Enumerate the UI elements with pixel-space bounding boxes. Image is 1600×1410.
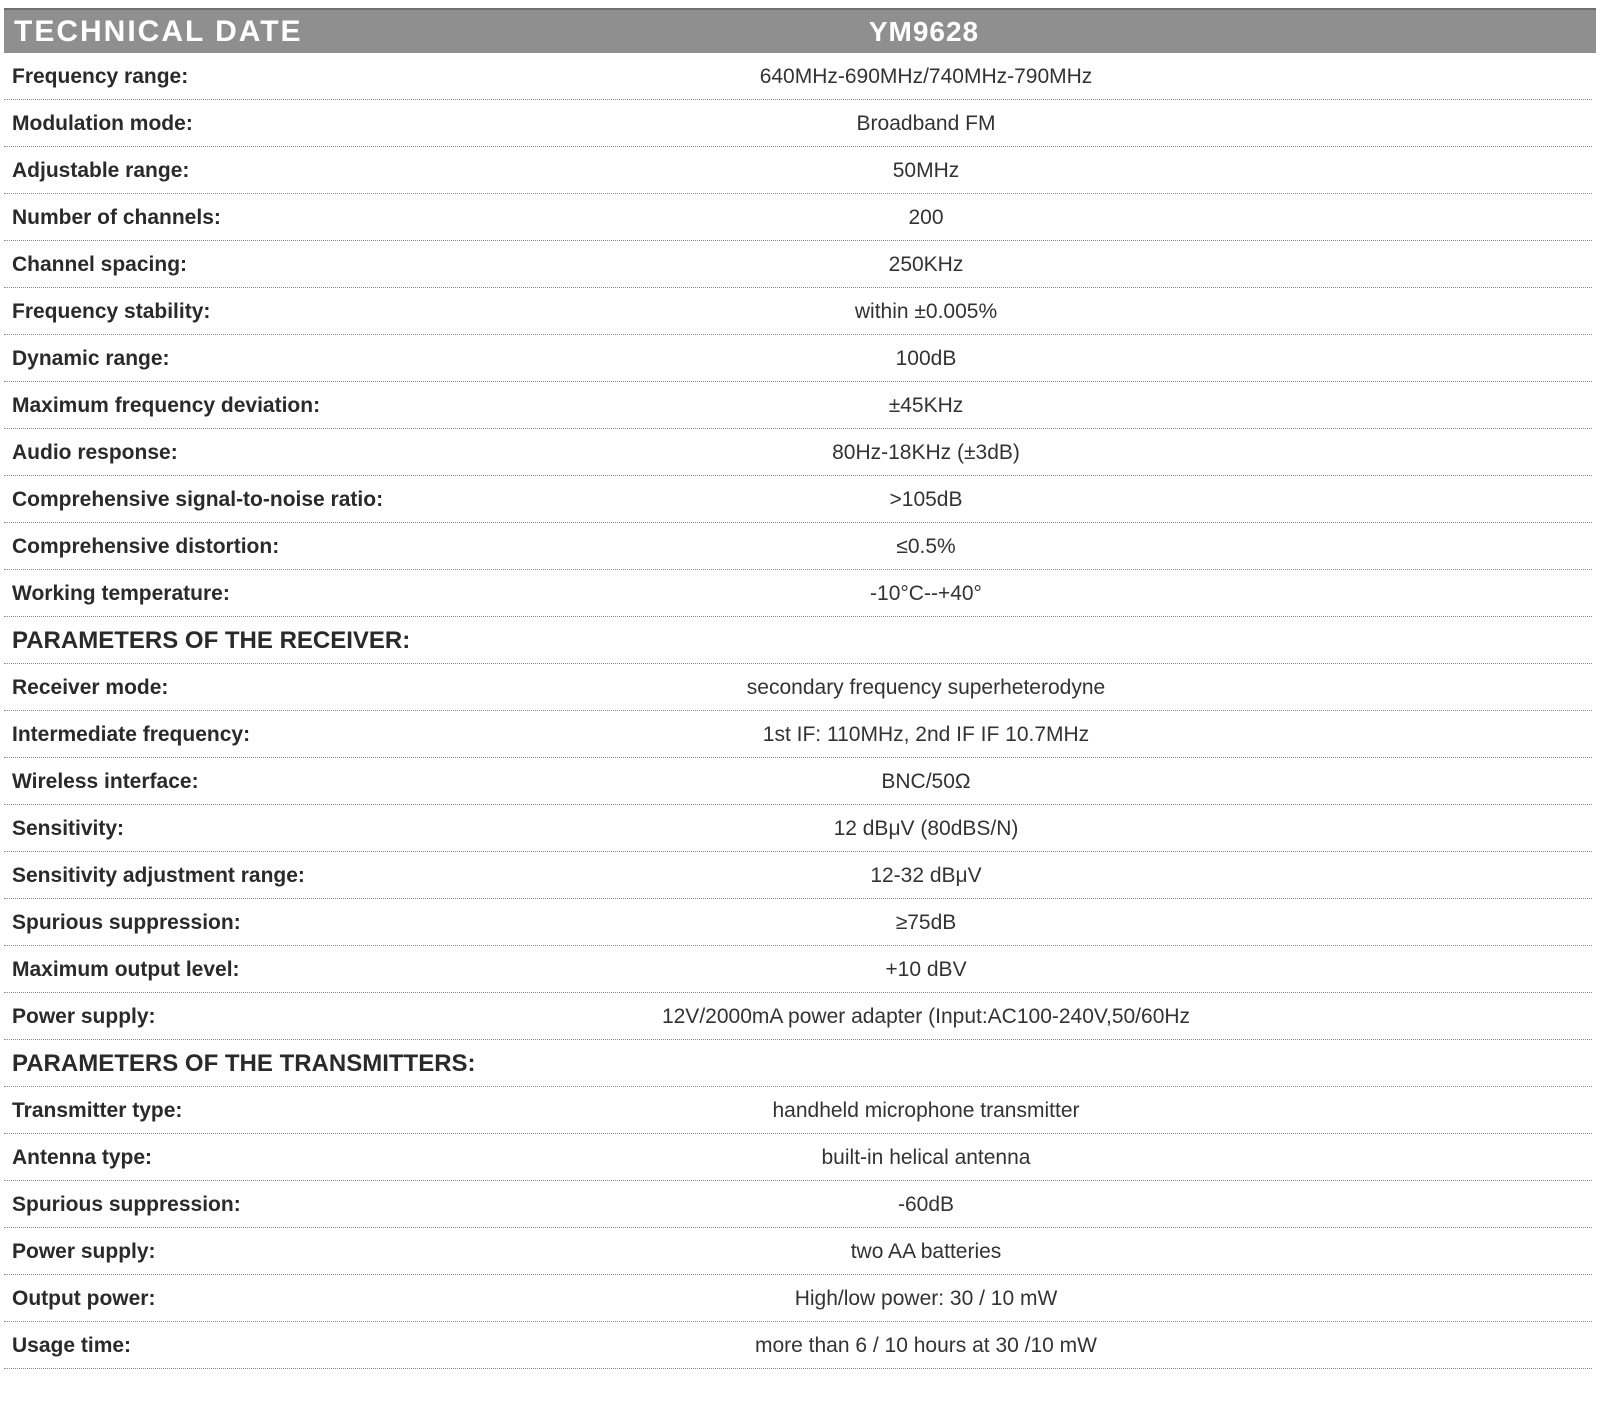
spec-value: ≥75dB — [895, 911, 957, 934]
spec-label: Comprehensive distortion: — [12, 535, 280, 558]
spec-row-number-of-channels — [4, 194, 1592, 241]
spec-value: >105dB — [889, 488, 963, 511]
spec-sheet — [4, 8, 1596, 1369]
section-receiver — [4, 617, 1592, 664]
spec-value: -60dB — [897, 1193, 955, 1216]
spec-row-max-frequency-deviation — [4, 382, 1592, 429]
spec-value: +10 dBV — [885, 958, 967, 981]
spec-value: -10°C--+40° — [870, 582, 982, 605]
spec-label: Maximum output level: — [12, 958, 240, 981]
spec-label: Adjustable range: — [12, 159, 190, 182]
spec-label: Channel spacing: — [12, 253, 188, 276]
spec-label: Maximum frequency deviation: — [12, 394, 321, 417]
spec-row-adjustable-range — [4, 147, 1592, 194]
spec-value: Broadband FM — [856, 112, 996, 135]
spec-row-working-temperature — [4, 570, 1592, 617]
spec-value: 640MHz-690MHz/740MHz-790MHz — [759, 65, 1093, 88]
spec-label: Wireless interface: — [12, 770, 199, 793]
spec-label: Sensitivity adjustment range: — [12, 864, 305, 887]
spec-label: Power supply: — [12, 1005, 156, 1028]
spec-row-intermediate-frequency — [4, 711, 1592, 758]
spec-value: 12-32 dBμV — [870, 864, 982, 887]
spec-value: built-in helical antenna — [821, 1146, 1031, 1169]
spec-row-output-power — [4, 1275, 1592, 1322]
spec-label: Intermediate frequency: — [12, 723, 251, 746]
spec-label: Receiver mode: — [12, 676, 169, 699]
spec-label: Comprehensive signal-to-noise ratio: — [12, 488, 384, 511]
spec-label: Audio response: — [12, 441, 178, 464]
spec-label: Spurious suppression: — [12, 911, 241, 934]
section-transmitters — [4, 1040, 1592, 1087]
model-number: YM9628 — [868, 16, 980, 47]
spec-label: Power supply: — [12, 1240, 156, 1263]
spec-value: ±45KHz — [888, 394, 964, 417]
spec-row-wireless-interface — [4, 758, 1592, 805]
spec-row-receiver-mode — [4, 664, 1592, 711]
spec-value: 200 — [908, 206, 944, 229]
spec-row-transmitter-spurious — [4, 1181, 1592, 1228]
spec-value: two AA batteries — [850, 1240, 1002, 1263]
section-title: PARAMETERS OF THE TRANSMITTERS: — [12, 1050, 476, 1077]
spec-value: 1st IF: 110MHz, 2nd IF IF 10.7MHz — [762, 723, 1090, 746]
spec-row-max-output-level — [4, 946, 1592, 993]
spec-value: 80Hz-18KHz (±3dB) — [832, 441, 1020, 464]
spec-label: Antenna type: — [12, 1146, 153, 1169]
spec-label: Modulation mode: — [12, 112, 193, 135]
spec-row-frequency-range — [4, 53, 1592, 100]
spec-value: 250KHz — [888, 253, 964, 276]
spec-label: Spurious suppression: — [12, 1193, 241, 1216]
spec-value: within ±0.005% — [854, 300, 998, 323]
spec-label: Frequency stability: — [12, 300, 211, 323]
spec-value: secondary frequency superheterodyne — [746, 676, 1106, 699]
spec-label: Output power: — [12, 1287, 156, 1310]
spec-label: Working temperature: — [12, 582, 230, 605]
spec-row-frequency-stability — [4, 288, 1592, 335]
spec-row-modulation-mode — [4, 100, 1592, 147]
spec-row-sensitivity — [4, 805, 1592, 852]
spec-value: 100dB — [895, 347, 957, 370]
section-title: PARAMETERS OF THE RECEIVER: — [12, 627, 411, 654]
spec-label: Dynamic range: — [12, 347, 170, 370]
spec-value: BNC/50Ω — [881, 770, 971, 793]
spec-label: Frequency range: — [12, 65, 189, 88]
spec-label: Transmitter type: — [12, 1099, 183, 1122]
spec-row-antenna-type — [4, 1134, 1592, 1181]
header-title: TECHNICAL DATE — [14, 15, 303, 48]
spec-label: Number of channels: — [12, 206, 221, 229]
spec-label: Sensitivity: — [12, 817, 125, 840]
spec-value: 12V/2000mA power adapter (Input:AC100-240V,50/60Hz — [661, 1005, 1191, 1028]
spec-row-sensitivity-adjustment — [4, 852, 1592, 899]
spec-row-receiver-spurious — [4, 899, 1592, 946]
spec-row-receiver-power-supply — [4, 993, 1592, 1040]
spec-value: more than 6 / 10 hours at 30 /10 mW — [754, 1334, 1097, 1357]
spec-value: 12 dBμV (80dBS/N) — [833, 817, 1019, 840]
spec-row-distortion — [4, 523, 1592, 570]
spec-value: High/low power: 30 / 10 mW — [794, 1287, 1058, 1310]
spec-row-dynamic-range — [4, 335, 1592, 382]
spec-row-transmitter-type — [4, 1087, 1592, 1134]
spec-row-audio-response — [4, 429, 1592, 476]
header-bar — [4, 8, 1596, 53]
spec-value: ≤0.5% — [896, 535, 956, 558]
spec-rows — [4, 53, 1596, 1369]
spec-value: 50MHz — [892, 159, 960, 182]
spec-row-snr — [4, 476, 1592, 523]
spec-value: handheld microphone transmitter — [772, 1099, 1080, 1122]
spec-row-transmitter-power-supply — [4, 1228, 1592, 1275]
spec-row-channel-spacing — [4, 241, 1592, 288]
spec-label: Usage time: — [12, 1334, 132, 1357]
spec-row-usage-time — [4, 1322, 1592, 1369]
